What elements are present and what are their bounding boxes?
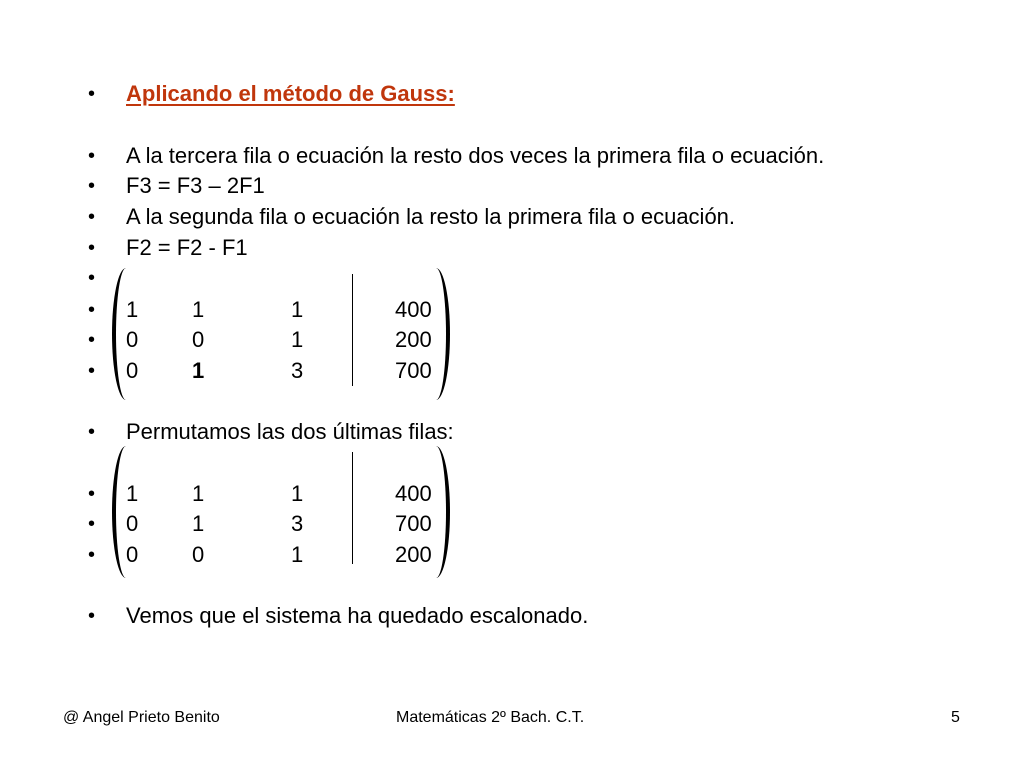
line-text: F2 = F2 - F1 bbox=[126, 235, 248, 260]
matrix-cell: 1 bbox=[291, 297, 304, 322]
matrix-cell: 1 bbox=[192, 481, 205, 506]
bullet: • bbox=[88, 483, 96, 505]
matrix-cell: 0 bbox=[126, 511, 139, 536]
matrix-cell: 3 bbox=[291, 511, 304, 536]
footer-author: @ Angel Prieto Benito bbox=[63, 709, 220, 726]
conclusion-text: Vemos que el sistema ha quedado escalonado. bbox=[126, 603, 589, 628]
matrix-cell: 700 bbox=[395, 511, 432, 536]
matrix-cell: 1 bbox=[291, 327, 304, 352]
matrix-cell: 1 bbox=[126, 297, 139, 322]
bullet: • bbox=[88, 206, 96, 228]
bullet: • bbox=[88, 237, 96, 259]
bullet: • bbox=[88, 513, 96, 535]
bullet: • bbox=[88, 329, 96, 351]
matrix-cell: 400 bbox=[395, 481, 432, 506]
line-text: A la segunda fila o ecuación la resto la primera fila o ecuación. bbox=[126, 204, 736, 229]
footer-page-number: 5 bbox=[951, 709, 960, 726]
matrix-cell: 1 bbox=[291, 542, 304, 567]
matrix-cell: 0 bbox=[126, 327, 139, 352]
line-text: A la tercera fila o ecuación la resto dos veces la primera fila o ecuación. bbox=[126, 143, 825, 168]
matrix-cell: 1 bbox=[291, 481, 304, 506]
matrix-cell: 200 bbox=[395, 327, 432, 352]
matrix1-augment-divider bbox=[352, 274, 353, 386]
bullet: • bbox=[88, 544, 96, 566]
matrix-cell-pivot: 1 bbox=[192, 358, 205, 383]
matrix-cell: 1 bbox=[126, 481, 139, 506]
matrix-cell: 0 bbox=[126, 542, 139, 567]
bullet: • bbox=[88, 360, 96, 382]
matrix-cell: 200 bbox=[395, 542, 432, 567]
matrix-cell: 3 bbox=[291, 358, 304, 383]
footer-course: Matemáticas 2º Bach. C.T. bbox=[396, 709, 585, 726]
bullet: • bbox=[88, 83, 96, 105]
matrix-cell: 1 bbox=[192, 297, 205, 322]
matrix-cell: 700 bbox=[395, 358, 432, 383]
bullet: • bbox=[88, 299, 96, 321]
bullet: • bbox=[88, 175, 96, 197]
matrix-cell: 0 bbox=[126, 358, 139, 383]
bullet: • bbox=[88, 421, 96, 443]
bullet: • bbox=[88, 605, 96, 627]
slide-title: Aplicando el método de Gauss: bbox=[126, 81, 455, 106]
line-text: F3 = F3 – 2F1 bbox=[126, 173, 265, 198]
matrix-cell: 0 bbox=[192, 327, 205, 352]
bullet: • bbox=[88, 145, 96, 167]
bullet: • bbox=[88, 267, 96, 289]
matrix-cell: 400 bbox=[395, 297, 432, 322]
permute-text: Permutamos las dos últimas filas: bbox=[126, 419, 454, 444]
matrix-cell: 0 bbox=[192, 542, 205, 567]
matrix-cell: 1 bbox=[192, 511, 205, 536]
matrix2-augment-divider bbox=[352, 452, 353, 564]
